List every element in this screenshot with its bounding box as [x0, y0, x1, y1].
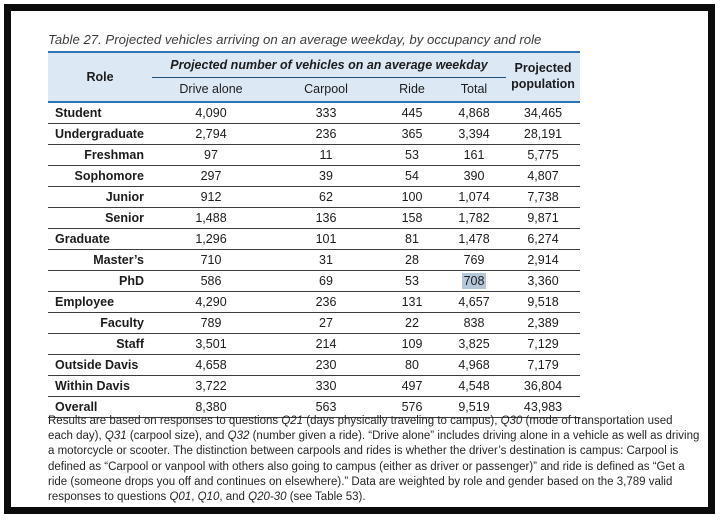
cell-total: 4,868 — [442, 102, 506, 124]
cell-ride: 100 — [382, 187, 442, 208]
cell-carpool: 11 — [270, 145, 382, 166]
cell-population: 7,179 — [506, 355, 580, 376]
cell-role: Freshman — [48, 145, 152, 166]
cell-drive-alone: 8,380 — [152, 397, 270, 418]
cell-population: 9,871 — [506, 208, 580, 229]
cell-role: Senior — [48, 208, 152, 229]
cell-population: 9,518 — [506, 292, 580, 313]
cell-carpool: 101 — [270, 229, 382, 250]
cell-ride: 53 — [382, 145, 442, 166]
cell-total: 3,825 — [442, 334, 506, 355]
cell-total: 4,548 — [442, 376, 506, 397]
cell-drive-alone: 789 — [152, 313, 270, 334]
carpool-header: Carpool — [270, 78, 382, 103]
cell-role: Within Davis — [48, 376, 152, 397]
cell-ride: 445 — [382, 102, 442, 124]
table-27 — [48, 51, 580, 418]
cell-ride: 80 — [382, 355, 442, 376]
cell-ride: 22 — [382, 313, 442, 334]
cell-ride: 576 — [382, 397, 442, 418]
cell-carpool: 62 — [270, 187, 382, 208]
table-row — [48, 166, 580, 187]
cell-carpool: 333 — [270, 102, 382, 124]
cell-population: 2,914 — [506, 250, 580, 271]
cell-ride: 365 — [382, 124, 442, 145]
footnote-segment: Q20-30 — [248, 491, 287, 504]
cell-ride: 28 — [382, 250, 442, 271]
cell-ride: 158 — [382, 208, 442, 229]
cell-role: Undergraduate — [48, 124, 152, 145]
table-row — [48, 187, 580, 208]
cell-total: 769 — [442, 250, 506, 271]
footnote-segment: Q21 — [281, 415, 304, 427]
footnote-segment: (mode of transportation used each day), — [48, 415, 673, 443]
cell-carpool: 214 — [270, 334, 382, 355]
cell-ride: 131 — [382, 292, 442, 313]
cell-role: PhD — [48, 271, 152, 292]
footnote-segment: Q32 — [227, 430, 250, 443]
cell-total: 4,657 — [442, 292, 506, 313]
footnote-segment: Q30 — [500, 415, 523, 427]
table-body — [48, 102, 580, 418]
drive-alone-header: Drive alone — [152, 78, 270, 103]
cell-total: 390 — [442, 166, 506, 187]
cell-population: 34,465 — [506, 102, 580, 124]
role-column-header: Role — [48, 52, 152, 102]
cell-drive-alone: 1,488 — [152, 208, 270, 229]
table-footnote — [48, 414, 700, 505]
cell-ride: 81 — [382, 229, 442, 250]
cell-drive-alone: 4,290 — [152, 292, 270, 313]
cell-total: 1,074 — [442, 187, 506, 208]
cell-carpool: 563 — [270, 397, 382, 418]
cell-role: Graduate — [48, 229, 152, 250]
cell-ride: 109 — [382, 334, 442, 355]
cell-population: 7,129 — [506, 334, 580, 355]
cell-population: 7,738 — [506, 187, 580, 208]
cell-drive-alone: 3,501 — [152, 334, 270, 355]
table-row — [48, 229, 580, 250]
footnote-segment: Q01 — [169, 491, 192, 504]
cell-total: 1,782 — [442, 208, 506, 229]
footnote-segment: (number given a ride). “Drive alone” includes driving alone in a vehicle as well as driving a motorcycle or scooter. The distinction between carpools and rides is whether the driver’s destination is campus: Carpool is defined as “Carpool or vanpool with others also going to campus (either as driver or passenger)” and ride is defined as “Get a ride (someone drops you off and continues on elsewhere).” Data are weighted by role and gender based on the 3,789 valid responses to questions — [48, 430, 700, 504]
cell-total — [442, 271, 506, 292]
cell-drive-alone: 912 — [152, 187, 270, 208]
cell-carpool: 330 — [270, 376, 382, 397]
cell-population: 4,807 — [506, 166, 580, 187]
cell-ride: 54 — [382, 166, 442, 187]
cell-carpool: 230 — [270, 355, 382, 376]
table-row — [48, 376, 580, 397]
cell-carpool: 236 — [270, 124, 382, 145]
cell-total: 4,968 — [442, 355, 506, 376]
cell-drive-alone: 1,296 — [152, 229, 270, 250]
total-header: Total — [442, 78, 506, 103]
cell-population: 5,775 — [506, 145, 580, 166]
cell-ride: 53 — [382, 271, 442, 292]
cell-carpool: 27 — [270, 313, 382, 334]
cell-carpool: 136 — [270, 208, 382, 229]
ride-header: Ride — [382, 78, 442, 103]
cell-carpool: 31 — [270, 250, 382, 271]
table-row — [48, 124, 580, 145]
table-row — [48, 145, 580, 166]
cell-drive-alone: 710 — [152, 250, 270, 271]
cell-role: Faculty — [48, 313, 152, 334]
cell-drive-alone: 4,090 — [152, 102, 270, 124]
table-row — [48, 313, 580, 334]
cell-role: Sophomore — [48, 166, 152, 187]
footnote-segment: (days physically traveling to campus), — [303, 415, 501, 427]
cell-population: 43,983 — [506, 397, 580, 418]
cell-role: Staff — [48, 334, 152, 355]
cell-drive-alone: 3,722 — [152, 376, 270, 397]
cell-ride: 497 — [382, 376, 442, 397]
cell-total: 161 — [442, 145, 506, 166]
cell-drive-alone: 297 — [152, 166, 270, 187]
cell-role: Junior — [48, 187, 152, 208]
table-row — [48, 208, 580, 229]
cell-carpool: 69 — [270, 271, 382, 292]
cell-population: 36,804 — [506, 376, 580, 397]
footnote-segment: Results are based on responses to questions — [48, 415, 282, 427]
cell-role: Overall — [48, 397, 152, 418]
table-row — [48, 271, 580, 292]
table-row — [48, 355, 580, 376]
cell-role: Outside Davis — [48, 355, 152, 376]
cell-total: 838 — [442, 313, 506, 334]
projected-population-header: Projected population — [506, 52, 580, 102]
table-header — [48, 52, 580, 102]
cell-role: Employee — [48, 292, 152, 313]
table-row — [48, 334, 580, 355]
cell-population: 28,191 — [506, 124, 580, 145]
table-row — [48, 292, 580, 313]
cell-drive-alone: 4,658 — [152, 355, 270, 376]
footnote-segment: , — [191, 491, 198, 504]
table-title: Table 27. Projected vehicles arriving on an average weekday, by occupancy and role — [48, 32, 542, 47]
vehicles-group-header: Projected number of vehicles on an average weekday — [152, 52, 506, 78]
cell-population: 2,389 — [506, 313, 580, 334]
cell-role: Master’s — [48, 250, 152, 271]
footnote-segment: Q31 — [104, 430, 127, 443]
cell-population: 3,360 — [506, 271, 580, 292]
cell-total: 3,394 — [442, 124, 506, 145]
footnote-segment: , and — [219, 491, 249, 504]
cell-drive-alone: 97 — [152, 145, 270, 166]
highlighted-cell[interactable]: 708 — [463, 274, 485, 288]
cell-total: 9,519 — [442, 397, 506, 418]
cell-drive-alone: 586 — [152, 271, 270, 292]
cell-role: Student — [48, 102, 152, 124]
cell-carpool: 236 — [270, 292, 382, 313]
cell-population: 6,274 — [506, 229, 580, 250]
footnote-segment: Q10 — [197, 491, 220, 504]
table-row — [48, 102, 580, 124]
cell-total: 1,478 — [442, 229, 506, 250]
table-row — [48, 250, 580, 271]
footnote-segment: (see Table 53). — [286, 491, 366, 504]
cell-carpool: 39 — [270, 166, 382, 187]
cell-drive-alone: 2,794 — [152, 124, 270, 145]
footnote-segment: (carpool size), and — [126, 430, 228, 443]
